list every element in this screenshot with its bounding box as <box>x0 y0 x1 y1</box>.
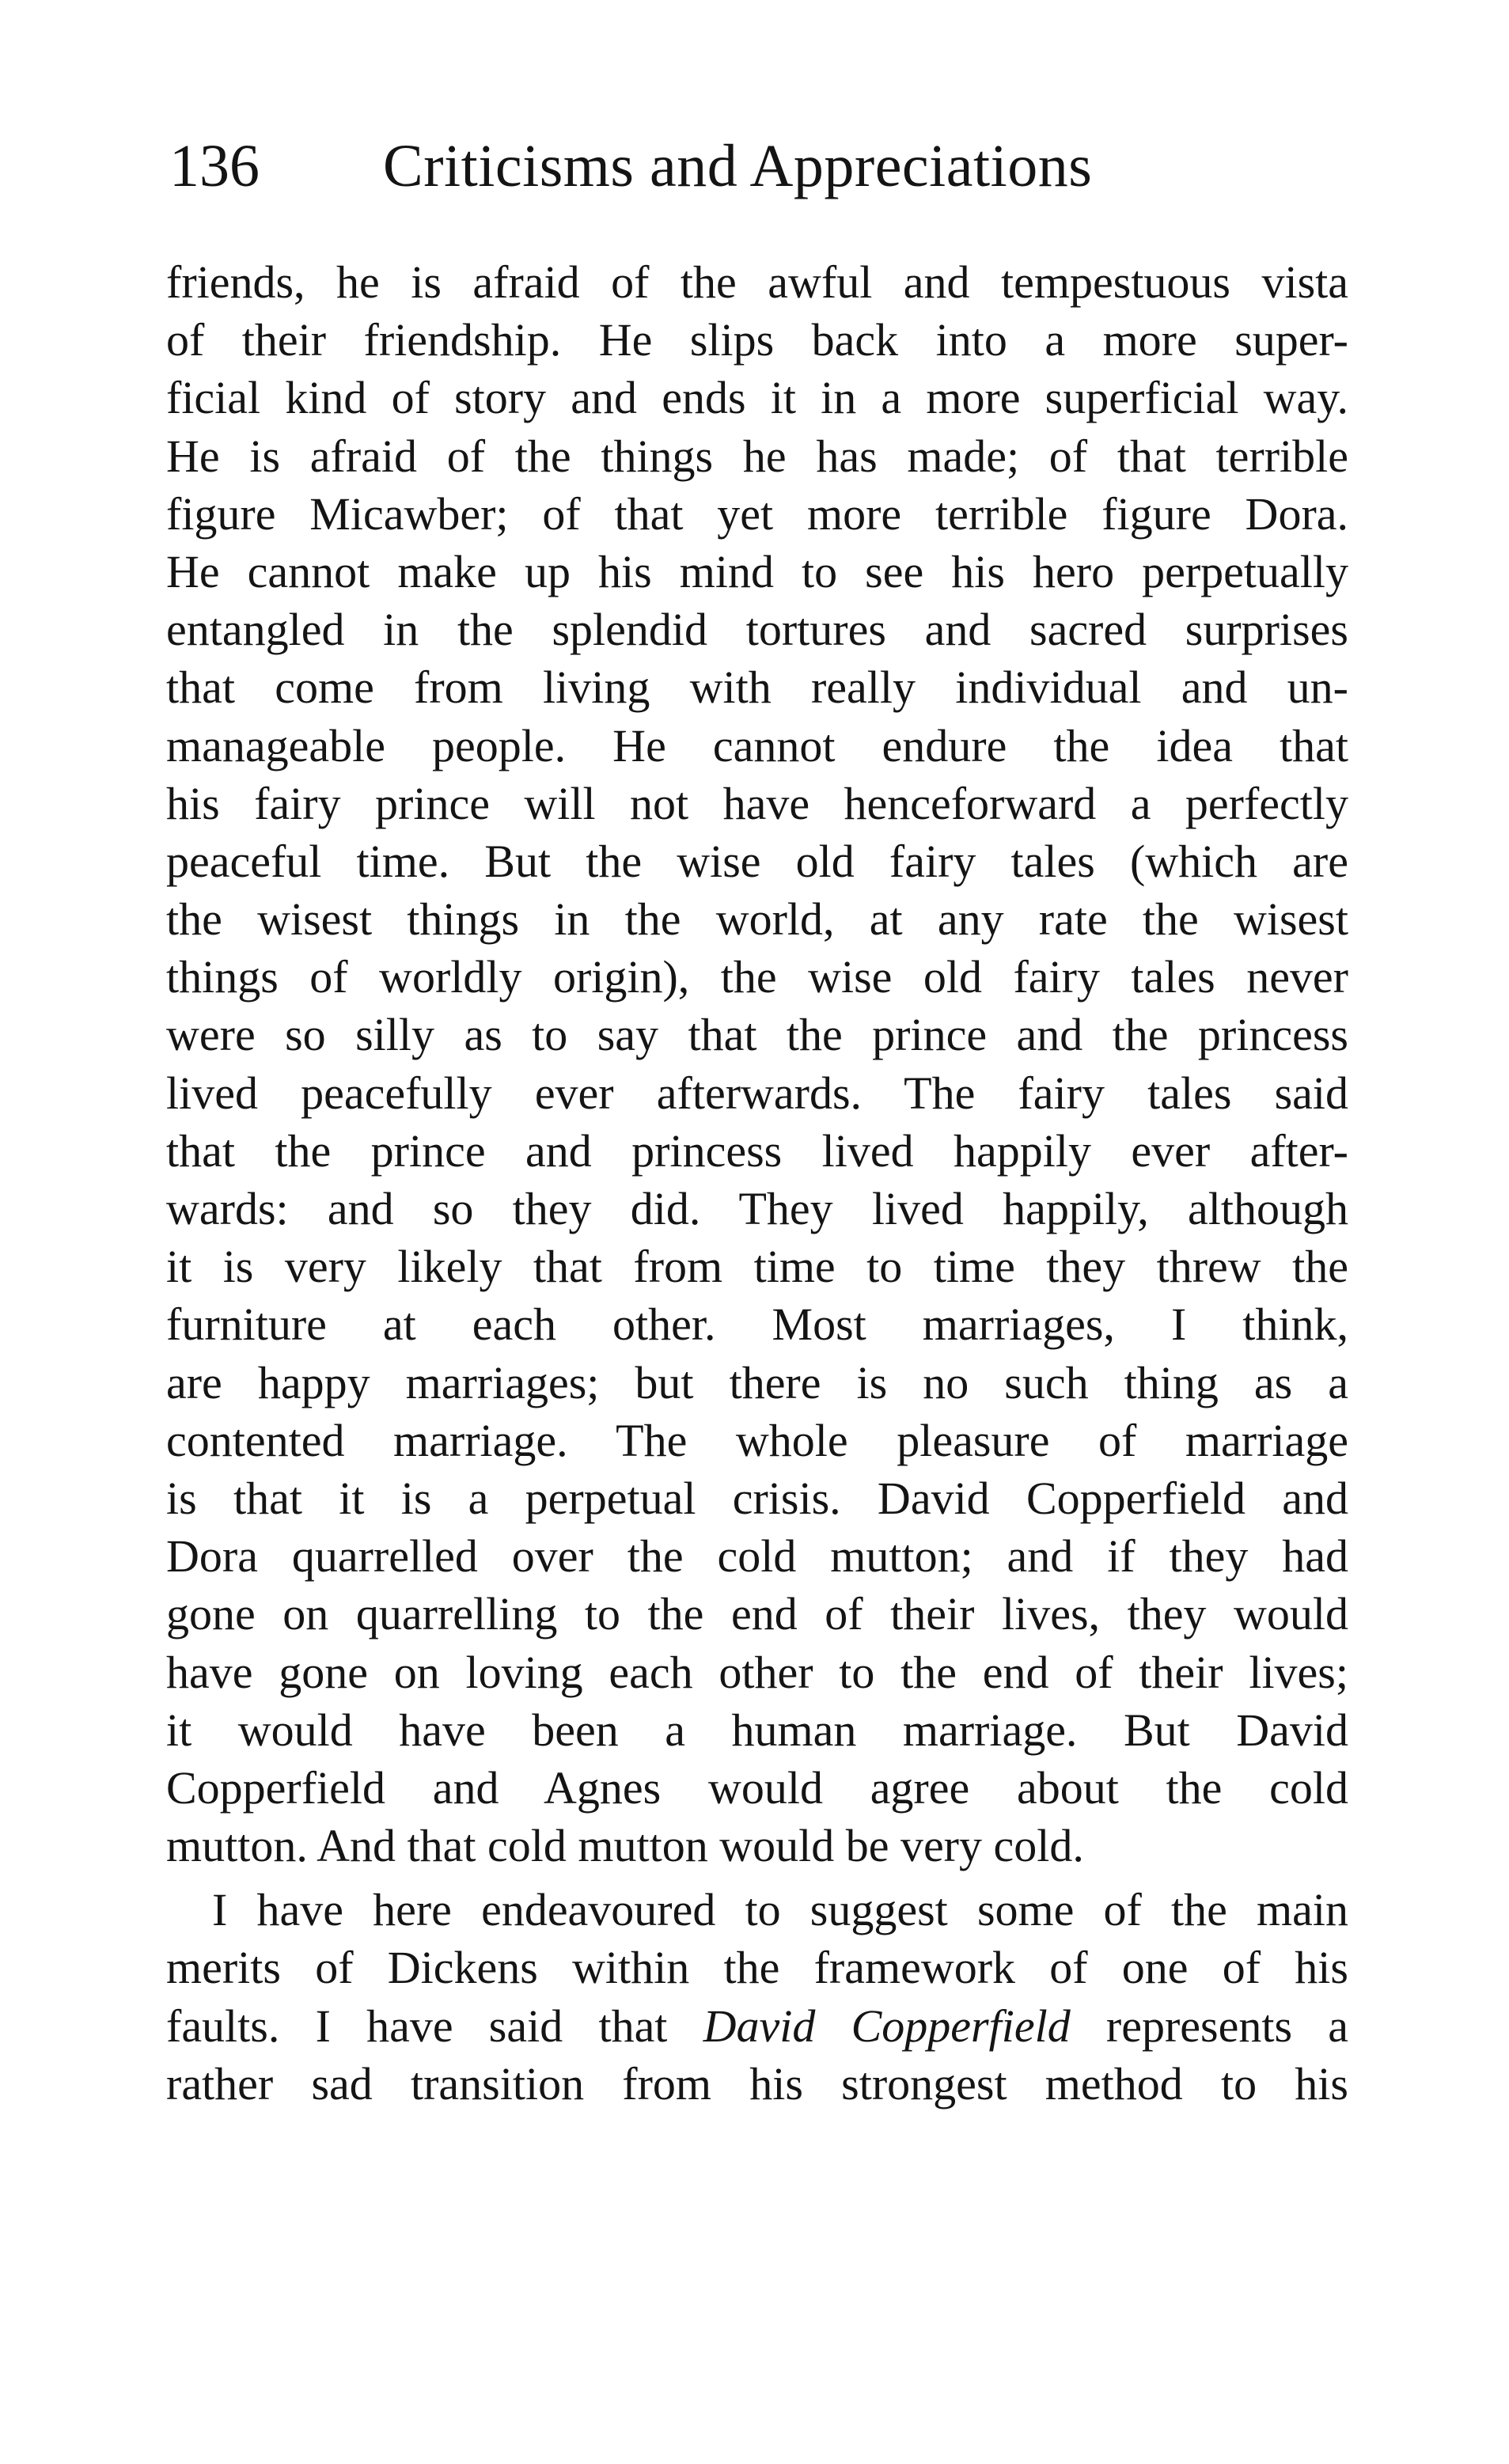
text-line: figure Micawber; of that yet more terrible figure Dora. <box>166 487 1348 540</box>
text-segment: faults. I have said that <box>166 2000 703 2052</box>
text-line: gone on quarrelling to the end of their lives, they would <box>166 1588 1348 1640</box>
text-line <box>166 1997 1348 2055</box>
text-line: He cannot make up his mind to see his hero perpetually <box>166 545 1348 597</box>
text-line: furniture at each other. Most marriages, I think, <box>166 1298 1348 1351</box>
text-line: friends, he is afraid of the awful and tempestuous vista <box>166 256 1348 308</box>
text-line: it is very likely that from time to time they threw the <box>166 1241 1348 1293</box>
text-line: wards: and so they did. They lived happily, although <box>166 1183 1348 1234</box>
text-line: that the prince and princess lived happily ever after- <box>166 1124 1348 1177</box>
text-line: manageable people. He cannot endure the idea that <box>166 719 1348 771</box>
text-line: things of worldly origin), the wise old fairy tales never <box>166 951 1348 1003</box>
running-title: Criticisms and Appreciations <box>383 133 1093 199</box>
text-line: that come from living with really individual and un- <box>166 661 1348 714</box>
text-line: rather sad transition from his strongest method to his <box>166 2057 1348 2110</box>
text-line: his fairy prince will not have henceforward a perfectly <box>166 777 1348 829</box>
text-line: entangled in the splendid tortures and sacred surprises <box>166 604 1348 656</box>
text-segment: represents a <box>1070 2000 1348 2052</box>
text-line: ficial kind of story and ends it in a more superficial way. <box>166 372 1348 424</box>
text-line: Dora quarrelled over the cold mutton; and if they had <box>166 1530 1348 1583</box>
text-line: it would have been a human marriage. But David <box>166 1704 1348 1756</box>
text-line: merits of Dickens within the framework of one of his <box>166 1942 1348 1994</box>
text-line: of their friendship. He slips back into a more super- <box>166 314 1348 366</box>
text-line: Copperfield and Agnes would agree about the cold <box>166 1761 1348 1814</box>
text-line: contented marriage. The whole pleasure of marriage <box>166 1414 1348 1466</box>
book-title: David Copperfield <box>703 2000 1071 2052</box>
text-line: He is afraid of the things he has made; of that terrible <box>166 430 1348 482</box>
text-line: is that it is a perpetual crisis. David Copperfield and <box>166 1472 1348 1524</box>
text-line: mutton. And that cold mutton would be very cold. <box>166 1820 1084 1872</box>
text-line: have gone on loving each other to the end of their lives; <box>166 1646 1348 1698</box>
page-header <box>169 131 1092 202</box>
paragraph <box>166 1881 1348 2113</box>
text-line: were so silly as to say that the prince and the princess <box>166 1009 1348 1061</box>
text-line: are happy marriages; but there is no such thing as a <box>166 1356 1348 1408</box>
page-number: 136 <box>169 133 260 199</box>
body-text <box>166 253 1348 2113</box>
text-line: peaceful time. But the wise old fairy tales (which are <box>166 835 1348 887</box>
text-line: lived peacefully ever afterwards. The fairy tales said <box>166 1067 1348 1119</box>
text-line: I have here endeavoured to suggest some of the main <box>212 1884 1348 1936</box>
paragraph <box>166 253 1348 1875</box>
text-line: the wisest things in the world, at any rate the wisest <box>166 893 1348 946</box>
